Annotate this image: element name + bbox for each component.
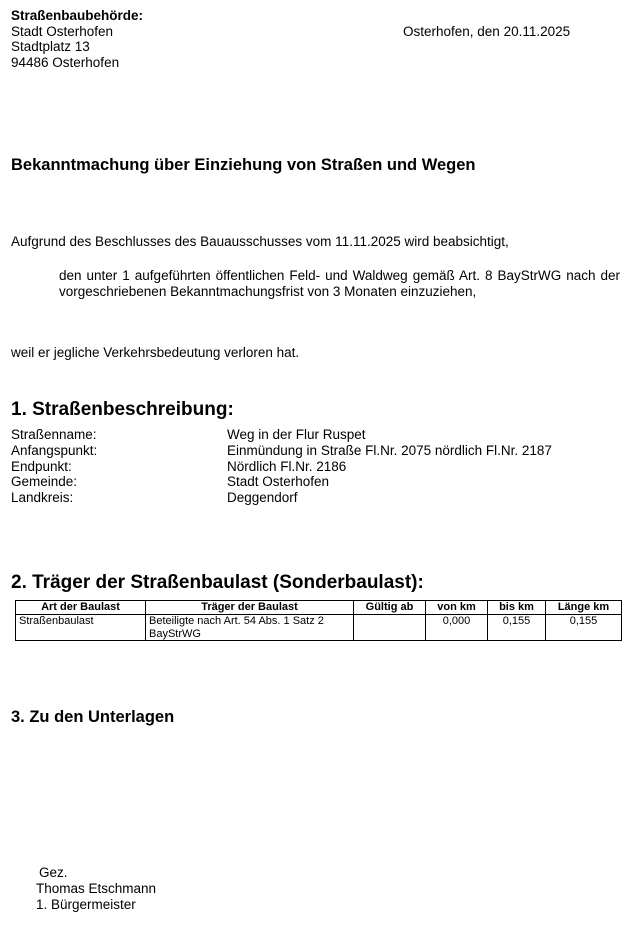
cell-von-km: 0,000 — [426, 615, 488, 641]
section-1-title: 1. Straßenbeschreibung: — [11, 399, 234, 420]
cell-bis-km: 0,155 — [488, 615, 546, 641]
end-point-row — [11, 459, 611, 475]
municipality-label: Gemeinde: — [11, 474, 78, 490]
section-2-title: 2. Träger der Straßenbaulast (Sonderbaulast): — [11, 572, 424, 593]
authority-address — [11, 8, 143, 70]
district-label: Landkreis: — [11, 490, 74, 506]
street-name-row — [11, 427, 611, 443]
col-header-traeger: Träger der Baulast — [146, 601, 354, 615]
cell-traeger: Beteiligte nach Art. 54 Abs. 1 Satz 2 BayStrWG — [146, 615, 354, 641]
signature-gez: Gez. — [39, 865, 68, 880]
address-line-city: Stadt Osterhofen — [11, 23, 114, 39]
municipality-row — [11, 474, 611, 490]
reason-text: weil er jegliche Verkehrsbedeutung verloren hat. — [11, 345, 300, 360]
municipality-value: Stadt Osterhofen — [227, 474, 330, 490]
place-date: Osterhofen, den 20.11.2025 — [403, 24, 571, 39]
section-3-title: 3. Zu den Unterlagen — [11, 708, 175, 726]
address-line-postal: 94486 Osterhofen — [11, 54, 120, 70]
cell-art: Straßenbaulast — [16, 615, 146, 641]
street-description — [11, 427, 611, 506]
col-header-von-km: von km — [426, 601, 488, 615]
start-point-label: Anfangspunkt: — [11, 442, 98, 458]
signature-name: Thomas Etschmann — [36, 881, 157, 896]
district-row — [11, 490, 611, 506]
end-point-label: Endpunkt: — [11, 458, 72, 474]
table-header-row — [16, 601, 622, 615]
cell-laenge-km: 0,155 — [546, 615, 622, 641]
baulast-table — [15, 600, 622, 641]
cell-gueltig-ab — [354, 615, 426, 641]
street-name-label: Straßenname: — [11, 427, 97, 442]
col-header-art: Art der Baulast — [16, 601, 146, 615]
end-point-value: Nördlich Fl.Nr. 2186 — [227, 458, 347, 474]
district-value: Deggendorf — [227, 490, 298, 506]
signature-role: 1. Bürgermeister — [36, 897, 136, 912]
start-point-row — [11, 443, 611, 459]
table-row — [16, 615, 622, 641]
body-paragraph: den unter 1 aufgeführten öffentlichen Feld- und Waldweg gemäß Art. 8 BayStrWG nach der vorgeschriebenen Bekanntmachungsfrist von 3 Monaten einzuziehen, — [59, 268, 620, 299]
col-header-gueltig-ab: Gültig ab — [354, 601, 426, 615]
col-header-laenge-km: Länge km — [546, 601, 622, 615]
authority-label: Straßenbaubehörde: — [11, 8, 144, 23]
street-name-value: Weg in der Flur Ruspet — [227, 427, 366, 442]
col-header-bis-km: bis km — [488, 601, 546, 615]
start-point-value-text: Einmündung in Straße Fl.Nr. 2075 nördlich Fl.Nr. 2187 — [227, 442, 552, 458]
address-line-street: Stadtplatz 13 — [11, 39, 90, 54]
document-title: Bekanntmachung über Einziehung von Straßen und Wegen — [11, 156, 476, 174]
signature-block — [36, 865, 156, 913]
intro-text: Aufgrund des Beschlusses des Bauausschusses vom 11.11.2025 wird beabsichtigt, — [11, 234, 509, 249]
